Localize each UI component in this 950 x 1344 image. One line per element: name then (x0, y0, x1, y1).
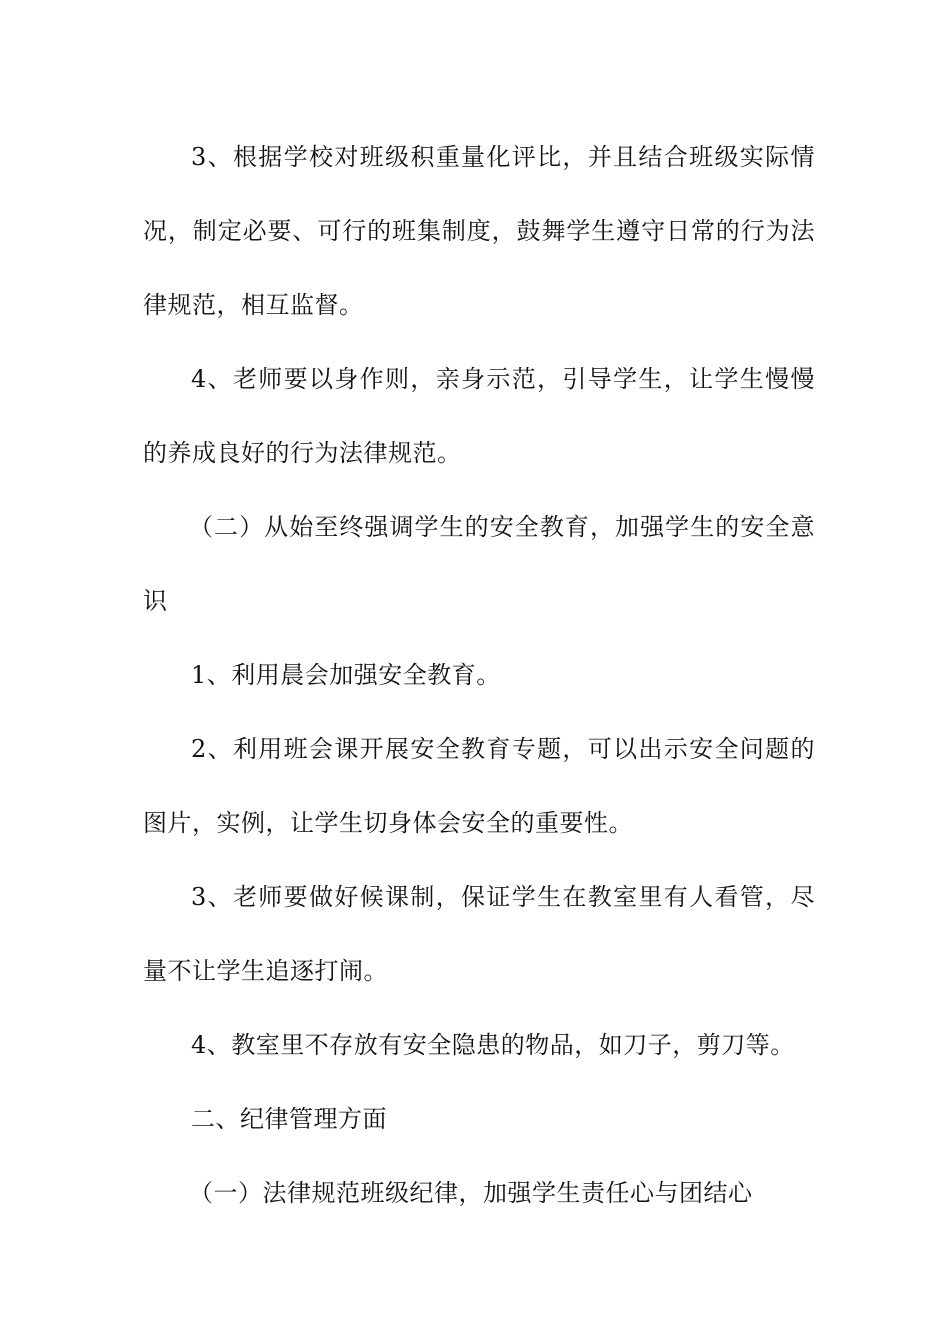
section-heading-class-discipline: （一）法律规范班级纪律，加强学生责任心与团结心 (189, 1179, 753, 1207)
document-body (143, 120, 815, 1230)
section-heading-safety-education: （二）从始至终强调学生的安全教育，加强学生的安全意识 (143, 513, 815, 615)
paragraph-morning-meeting: 1、利用晨会加强安全教育。 (191, 661, 501, 689)
paragraph-rules-system: 3、根据学校对班级积重量化评比，并且结合班级实际情况，制定必要、可行的班集制度，鼓舞学生遵守日常的行为法律规范，相互监督。 (143, 143, 815, 319)
paragraph-waiting-duty: 3、老师要做好候课制，保证学生在教室里有人看管，尽量不让学生追逐打闹。 (143, 883, 815, 985)
paragraph-teacher-example: 4、老师要以身作则，亲身示范，引导学生，让学生慢慢的养成良好的行为法律规范。 (143, 365, 815, 467)
section-heading-discipline: 二、纪律管理方面 (191, 1105, 387, 1133)
paragraph-class-meeting: 2、利用班会课开展安全教育专题，可以出示安全问题的图片，实例，让学生切身体会安全的重要性。 (143, 735, 815, 837)
paragraph-hazard-items: 4、教室里不存放有安全隐患的物品，如刀子，剪刀等。 (191, 1031, 795, 1059)
